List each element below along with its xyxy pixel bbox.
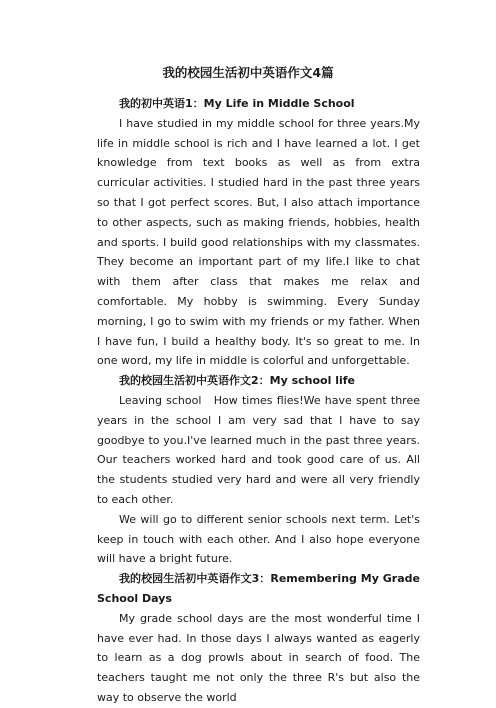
section-paragraph: We will go to different senior schools next term. Let's keep in touch with each other. And I also hope everyone will have a bright future. [97,512,420,566]
section-paragraph: My grade school days are the most wonderful time I have ever had. In those days I always wanted as eagerly to learn as a dog prowls about in search of food. The teachers taught me not only the three R's but also the way to observe the world [97,611,420,704]
document-title: 我的校园生活初中英语作文4篇 [162,65,334,80]
document-body [97,94,420,708]
section-paragraph: I have studied in my middle school for three years.My life in middle school is rich and I have learned a lot. I get knowledge from text books as well as from extra curricular activities. I studied hard in the past three years so that I got perfect scores. But, I also attach importance to other aspects, such as making friends, hobbies, health and sports. I build good relationships with my classmates. They become an important part of my life.I like to chat with them after class that makes me relax and comfortable. My hobby is swimming. Every Sunday morning, I go to swim with my friends or my father. When I have fun, I build a healthy body. It's so great to me. In one word, my life in middle is colorful and unforgettable. [97,116,420,368]
section-heading: 我的初中英语1：My Life in Middle School [119,97,355,110]
section-heading: 我的校园生活初中英语作文3：Remembering My Grade School Days [97,572,420,605]
section-paragraph: Leaving school How times flies!We have spent three years in the school I am very sad that I have to say goodbye to you.I've learned much in the past three years. Our teachers worked hard and took good care of us. All the students studied very hard and were all very friendly to each other. [97,393,420,506]
section-heading: 我的校园生活初中英语作文2：My school life [119,374,355,388]
